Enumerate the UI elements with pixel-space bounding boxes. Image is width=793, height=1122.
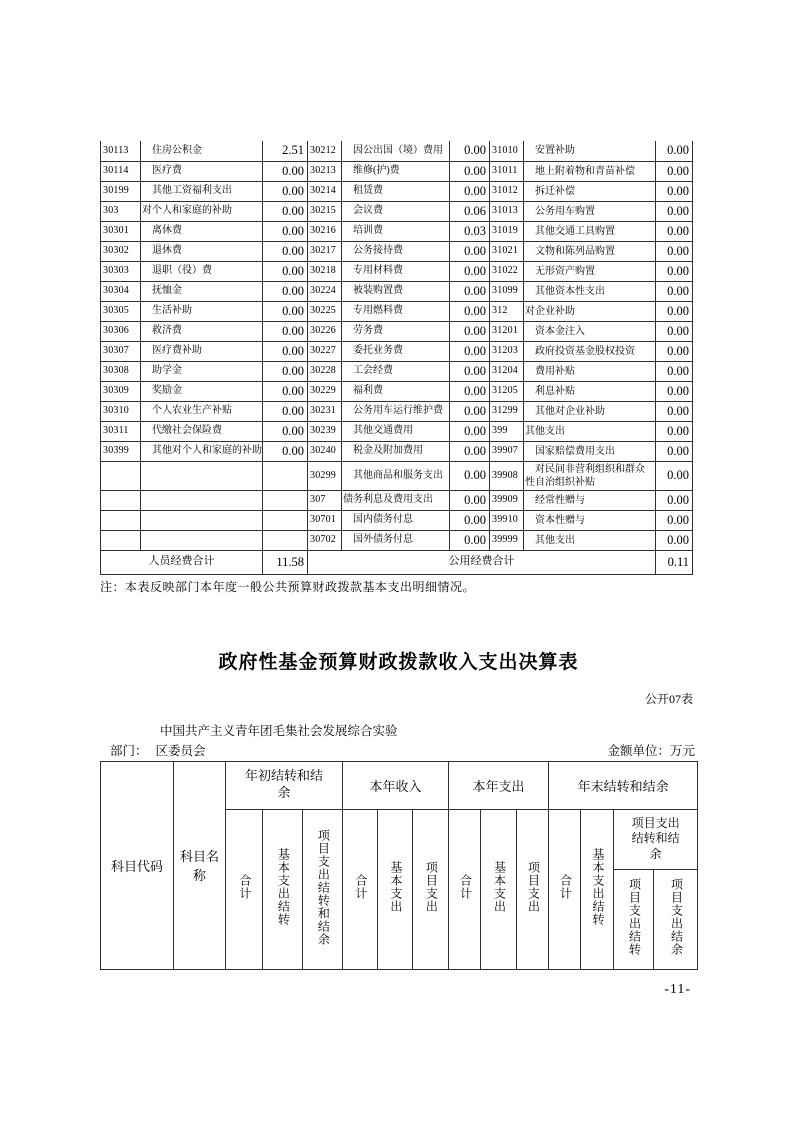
subject-code-cell: 31099 xyxy=(490,281,524,301)
amount-cell: 0.00 xyxy=(263,321,308,341)
amount-cell: 0.00 xyxy=(450,321,490,341)
unit-label: 金额单位：万元 xyxy=(607,743,695,758)
subject-name-cell: 其他交通费用 xyxy=(342,421,450,441)
subject-name-cell: 退职（役）费 xyxy=(141,261,263,281)
amount-cell: 0.00 xyxy=(450,490,490,510)
subject-name-cell: 资本金注入 xyxy=(524,321,656,341)
amount-cell: 0.00 xyxy=(450,341,490,361)
subject-code-cell: 39907 xyxy=(490,441,524,461)
page-content xyxy=(100,0,697,998)
amount-cell: 0.00 xyxy=(656,281,693,301)
subject-code-cell: 30304 xyxy=(101,281,141,301)
subject-name-cell: 文物和陈列品购置 xyxy=(524,241,656,261)
subject-name-cell: 培训费 xyxy=(342,221,450,241)
amount-cell: 0.00 xyxy=(263,301,308,321)
amount-cell: 0.00 xyxy=(656,510,693,530)
amount-cell xyxy=(263,530,308,550)
subject-name-cell: 对个人和家庭的补助 xyxy=(141,201,263,221)
header-group-end-balance: 年末结转和结余 xyxy=(549,761,698,809)
department-row xyxy=(100,741,697,759)
subject-name-cell: 公务接待费 xyxy=(342,241,450,261)
table-note: 注：本表反映部门本年度一般公共预算财政拨款基本支出明细情况。 xyxy=(100,579,476,594)
table-body xyxy=(101,141,693,550)
subject-name-cell: 其他对个人和家庭的补助 xyxy=(141,441,263,461)
header-end-project-carry-balance-group: 项目支出结转和结余 xyxy=(614,809,698,869)
subject-name-cell: 公务用车运行维护费 xyxy=(342,401,450,421)
subject-name-cell: 地上附着物和青苗补偿 xyxy=(524,161,656,181)
table-row xyxy=(101,261,693,281)
amount-cell: 0.00 xyxy=(656,530,693,550)
header-expense-total: 合计 xyxy=(449,809,481,969)
header-group-current-income: 本年收入 xyxy=(343,761,449,809)
subject-name-cell: 对民间非营利组织和群众性自治组织补贴 xyxy=(524,461,656,490)
subject-name-cell: 专用燃料费 xyxy=(342,301,450,321)
subject-name-cell: 其他交通工具购置 xyxy=(524,221,656,241)
header-income-basic: 基本支出 xyxy=(378,809,413,969)
subject-name-cell: 政府投资基金股权投资 xyxy=(524,341,656,361)
table-row xyxy=(101,490,693,510)
amount-cell: 0.00 xyxy=(263,281,308,301)
page-number: -11- xyxy=(664,981,691,997)
subject-name-cell: 会议费 xyxy=(342,201,450,221)
subject-name-cell: 劳务费 xyxy=(342,321,450,341)
subject-code-cell xyxy=(101,510,141,530)
subject-name-cell: 无形资产购置 xyxy=(524,261,656,281)
subject-code-cell: 30229 xyxy=(308,381,342,401)
subject-code-cell: 30239 xyxy=(308,421,342,441)
amount-cell: 0.00 xyxy=(450,381,490,401)
amount-cell: 0.00 xyxy=(656,261,693,281)
public-total-label: 公用经费合计 xyxy=(308,550,656,574)
subject-code-cell: 31010 xyxy=(490,141,524,161)
amount-cell: 0.00 xyxy=(450,461,490,490)
subject-code-cell: 30231 xyxy=(308,401,342,421)
table-row xyxy=(101,221,693,241)
basic-expenditure-detail-table xyxy=(100,141,693,575)
subject-name-cell: 其他支出 xyxy=(524,530,656,550)
table-row xyxy=(101,361,693,381)
subject-name-cell: 助学金 xyxy=(141,361,263,381)
subject-name-cell: 拆迁补偿 xyxy=(524,181,656,201)
table-row xyxy=(101,401,693,421)
amount-cell: 0.00 xyxy=(450,301,490,321)
table-footer xyxy=(101,550,693,574)
amount-cell: 0.00 xyxy=(450,510,490,530)
subject-code-cell: 30212 xyxy=(308,141,342,161)
header-end-basic-carry: 基本支出结转 xyxy=(581,809,614,969)
amount-cell: 0.00 xyxy=(656,490,693,510)
amount-cell: 0.00 xyxy=(263,161,308,181)
subject-code-cell: 30214 xyxy=(308,181,342,201)
subject-code-cell: 30309 xyxy=(101,381,141,401)
header-expense-project: 项目支出 xyxy=(517,809,549,969)
gov-fund-budget-table xyxy=(100,761,698,970)
subject-code-cell xyxy=(101,530,141,550)
table-row xyxy=(101,341,693,361)
subject-code-cell: 30227 xyxy=(308,341,342,361)
subject-code-cell: 30215 xyxy=(308,201,342,221)
subject-code-cell xyxy=(101,490,141,510)
section-title: 政府性基金预算财政拨款收入支出决算表 xyxy=(218,651,579,673)
amount-cell: 0.00 xyxy=(656,381,693,401)
header-subject-name: 科目名称 xyxy=(174,761,226,969)
subject-code-cell: 39908 xyxy=(490,461,524,490)
subject-code-cell: 31022 xyxy=(490,261,524,281)
subject-code-cell: 31011 xyxy=(490,161,524,181)
amount-cell: 0.03 xyxy=(450,221,490,241)
personnel-total-label: 人员经费合计 xyxy=(101,550,263,574)
subject-code-cell: 30399 xyxy=(101,441,141,461)
subject-code-cell: 30308 xyxy=(101,361,141,381)
amount-cell: 0.00 xyxy=(656,161,693,181)
amount-cell: 0.00 xyxy=(450,401,490,421)
subject-name-cell: 退休费 xyxy=(141,241,263,261)
table-row xyxy=(101,161,693,181)
header-group-begin-balance: 年初结转和结余 xyxy=(226,761,343,809)
subject-code-cell: 30301 xyxy=(101,221,141,241)
header-end-project-carry: 项目支出结转 xyxy=(614,869,654,969)
amount-cell: 0.00 xyxy=(656,221,693,241)
amount-cell: 0.00 xyxy=(450,530,490,550)
amount-cell: 0.00 xyxy=(656,301,693,321)
table-row xyxy=(101,241,693,261)
department-name-line2: 区委员会 xyxy=(155,743,206,758)
subject-code-cell: 30306 xyxy=(101,321,141,341)
amount-cell: 0.00 xyxy=(450,441,490,461)
subject-code-cell: 30305 xyxy=(101,301,141,321)
subject-name-cell: 医疗费补助 xyxy=(141,341,263,361)
amount-cell: 0.00 xyxy=(263,261,308,281)
subject-code-cell: 31019 xyxy=(490,221,524,241)
amount-cell: 0.00 xyxy=(656,361,693,381)
subject-code-cell: 30199 xyxy=(101,181,141,201)
subject-code-cell: 30307 xyxy=(101,341,141,361)
subject-code-cell: 30303 xyxy=(101,261,141,281)
subject-name-cell: 国外债务付息 xyxy=(342,530,450,550)
amount-cell: 2.51 xyxy=(263,141,308,161)
subject-code-cell: 30310 xyxy=(101,401,141,421)
subject-code-cell: 39910 xyxy=(490,510,524,530)
amount-cell: 0.00 xyxy=(450,361,490,381)
subject-name-cell: 代缴社会保险费 xyxy=(141,421,263,441)
amount-cell: 0.06 xyxy=(450,201,490,221)
amount-cell: 0.00 xyxy=(263,421,308,441)
amount-cell: 0.00 xyxy=(656,241,693,261)
subject-code-cell: 39909 xyxy=(490,490,524,510)
subject-code-cell: 31201 xyxy=(490,321,524,341)
header-income-total: 合计 xyxy=(343,809,378,969)
header-begin-total: 合计 xyxy=(226,809,263,969)
subject-name-cell: 因公出国（境）费用 xyxy=(342,141,450,161)
subject-name-cell: 资本性赠与 xyxy=(524,510,656,530)
amount-cell: 0.00 xyxy=(656,401,693,421)
subject-code-cell: 30228 xyxy=(308,361,342,381)
subject-code-cell: 31299 xyxy=(490,401,524,421)
subject-code-cell xyxy=(101,461,141,490)
department-name-line1: 中国共产主义青年团毛集社会发展综合实验 xyxy=(160,723,398,738)
subject-name-cell: 委托业务费 xyxy=(342,341,450,361)
subject-code-cell: 39999 xyxy=(490,530,524,550)
amount-cell: 0.00 xyxy=(450,181,490,201)
public-total-value: 0.11 xyxy=(656,550,693,574)
department-label: 部门： xyxy=(110,743,148,758)
subject-code-cell: 30216 xyxy=(308,221,342,241)
amount-cell: 0.00 xyxy=(263,201,308,221)
subject-name-cell: 维修(护)费 xyxy=(342,161,450,181)
amount-cell: 0.00 xyxy=(656,341,693,361)
table-row xyxy=(101,421,693,441)
amount-cell xyxy=(263,510,308,530)
amount-cell: 0.00 xyxy=(263,241,308,261)
subject-name-cell: 离休费 xyxy=(141,221,263,241)
subject-name-cell xyxy=(141,461,263,490)
subject-code-cell: 30225 xyxy=(308,301,342,321)
subject-name-cell xyxy=(141,490,263,510)
amount-cell: 0.00 xyxy=(656,181,693,201)
header-end-project-balance: 项目支出结余 xyxy=(654,869,698,969)
subject-code-cell: 307 xyxy=(308,490,342,510)
amount-cell: 0.00 xyxy=(450,281,490,301)
amount-cell: 0.00 xyxy=(263,381,308,401)
header-income-project: 项目支出 xyxy=(413,809,449,969)
subject-name-cell: 租赁费 xyxy=(342,181,450,201)
table-row xyxy=(101,141,693,161)
amount-cell: 0.00 xyxy=(263,401,308,421)
subject-name-cell: 奖励金 xyxy=(141,381,263,401)
subject-code-cell: 31013 xyxy=(490,201,524,221)
subject-name-cell: 债务利息及费用支出 xyxy=(342,490,450,510)
amount-cell: 0.00 xyxy=(656,461,693,490)
subject-code-cell: 31205 xyxy=(490,381,524,401)
subject-name-cell: 公务用车购置 xyxy=(524,201,656,221)
amount-cell: 0.00 xyxy=(263,441,308,461)
subject-name-cell: 救济费 xyxy=(141,321,263,341)
header-begin-project-carry-balance: 项目支出结转和结余 xyxy=(303,809,343,969)
subject-name-cell: 利息补贴 xyxy=(524,381,656,401)
subject-code-cell: 30701 xyxy=(308,510,342,530)
subject-code-cell: 31012 xyxy=(490,181,524,201)
header-group-current-expense: 本年支出 xyxy=(449,761,549,809)
amount-cell: 0.00 xyxy=(656,321,693,341)
subject-code-cell: 30226 xyxy=(308,321,342,341)
table-row xyxy=(101,530,693,550)
subject-code-cell: 30113 xyxy=(101,141,141,161)
subject-name-cell: 专用材料费 xyxy=(342,261,450,281)
subject-name-cell xyxy=(141,530,263,550)
amount-cell: 0.00 xyxy=(450,241,490,261)
subject-code-cell: 312 xyxy=(490,301,524,321)
subject-code-cell: 30299 xyxy=(308,461,342,490)
totals-row xyxy=(101,550,693,574)
amount-cell: 0.00 xyxy=(450,421,490,441)
amount-cell: 0.00 xyxy=(656,421,693,441)
subject-code-cell: 31203 xyxy=(490,341,524,361)
subject-name-cell: 医疗费 xyxy=(141,161,263,181)
header-subject-code: 科目代码 xyxy=(101,761,174,969)
table-row xyxy=(101,201,693,221)
subject-code-cell: 30218 xyxy=(308,261,342,281)
amount-cell: 0.00 xyxy=(263,181,308,201)
subject-name-cell: 住房公积金 xyxy=(141,141,263,161)
subject-name-cell: 费用补贴 xyxy=(524,361,656,381)
amount-cell: 0.00 xyxy=(263,341,308,361)
subject-code-cell: 30114 xyxy=(101,161,141,181)
subject-code-cell: 30213 xyxy=(308,161,342,181)
subject-name-cell: 其他商品和服务支出 xyxy=(342,461,450,490)
subject-name-cell: 对企业补助 xyxy=(524,301,656,321)
header-expense-basic: 基本支出 xyxy=(481,809,517,969)
amount-cell: 0.00 xyxy=(450,161,490,181)
subject-name-cell: 福利费 xyxy=(342,381,450,401)
personnel-total-value: 11.58 xyxy=(263,550,308,574)
amount-cell xyxy=(263,461,308,490)
form-number: 公开07表 xyxy=(644,691,693,706)
table-row xyxy=(101,281,693,301)
subject-name-cell: 生活补助 xyxy=(141,301,263,321)
subject-code-cell: 31204 xyxy=(490,361,524,381)
amount-cell: 0.00 xyxy=(450,261,490,281)
subject-name-cell: 国内债务付息 xyxy=(342,510,450,530)
subject-name-cell: 抚恤金 xyxy=(141,281,263,301)
subject-name-cell: 其他支出 xyxy=(524,421,656,441)
amount-cell: 0.00 xyxy=(263,361,308,381)
table-row xyxy=(101,181,693,201)
header-end-total: 合计 xyxy=(549,809,581,969)
amount-cell: 0.00 xyxy=(656,141,693,161)
subject-name-cell: 税金及附加费用 xyxy=(342,441,450,461)
subject-name-cell: 经常性赠与 xyxy=(524,490,656,510)
subject-name-cell: 国家赔偿费用支出 xyxy=(524,441,656,461)
subject-code-cell: 31021 xyxy=(490,241,524,261)
subject-name-cell: 其他资本性支出 xyxy=(524,281,656,301)
subject-code-cell: 30311 xyxy=(101,421,141,441)
subject-code-cell: 303 xyxy=(101,201,141,221)
amount-cell xyxy=(263,490,308,510)
table-row xyxy=(101,461,693,490)
table-row xyxy=(101,441,693,461)
subject-code-cell: 30240 xyxy=(308,441,342,461)
subject-name-cell: 工会经费 xyxy=(342,361,450,381)
table-row xyxy=(101,301,693,321)
subject-name-cell: 其他工资福利支出 xyxy=(141,181,263,201)
subject-name-cell: 其他对企业补助 xyxy=(524,401,656,421)
amount-cell: 0.00 xyxy=(450,141,490,161)
table-row xyxy=(101,321,693,341)
header-begin-basic-carry: 基本支出结转 xyxy=(263,809,303,969)
amount-cell: 0.00 xyxy=(656,201,693,221)
subject-name-cell: 个人农业生产补贴 xyxy=(141,401,263,421)
subject-code-cell: 30217 xyxy=(308,241,342,261)
subject-code-cell: 30224 xyxy=(308,281,342,301)
subject-name-cell: 安置补助 xyxy=(524,141,656,161)
amount-cell: 0.00 xyxy=(656,441,693,461)
subject-name-cell: 被装购置费 xyxy=(342,281,450,301)
table-row xyxy=(101,510,693,530)
header-group-row xyxy=(101,761,698,809)
subject-code-cell: 30702 xyxy=(308,530,342,550)
subject-code-cell: 30302 xyxy=(101,241,141,261)
amount-cell: 0.00 xyxy=(263,221,308,241)
table-row xyxy=(101,381,693,401)
subject-code-cell: 399 xyxy=(490,421,524,441)
subject-name-cell xyxy=(141,510,263,530)
